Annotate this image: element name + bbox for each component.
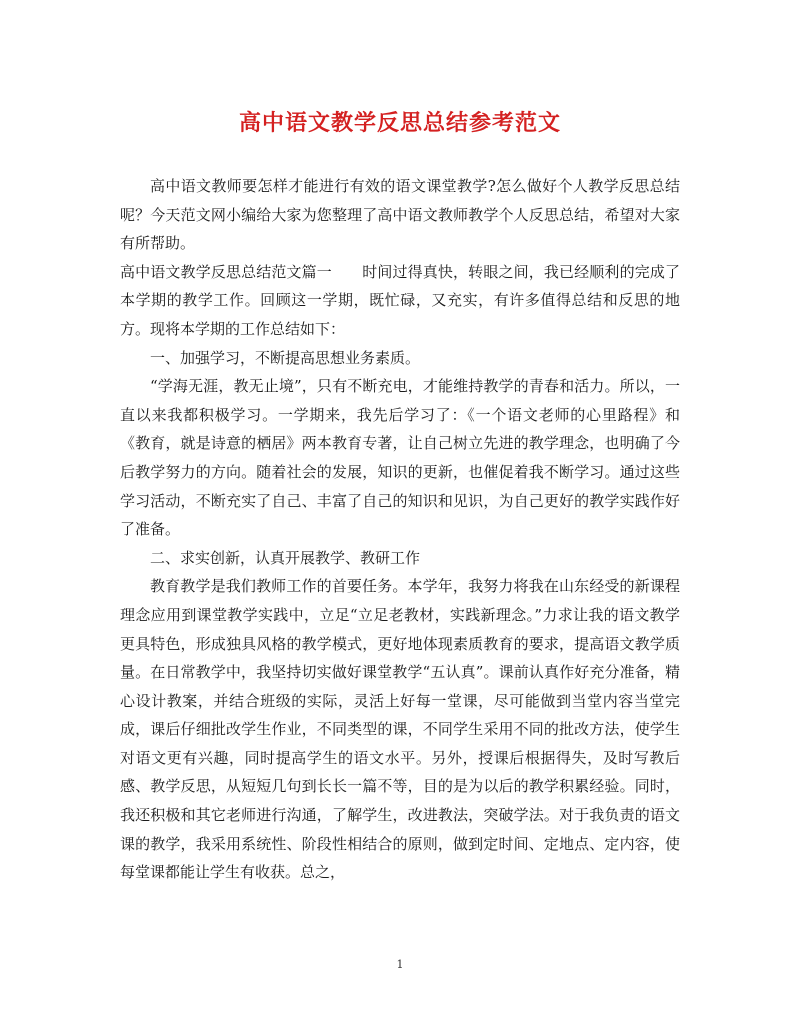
teaching-paragraph: 教育教学是我们教师工作的首要任务。本学年，我努力将我在山东经受的新课程理念应用到课堂教学实践中，立足“立足老教材，实践新理念。”力求让我的语文教学更具特色，形成独具风格的教学模式，更好地体现素质教育的要求，提高语文教学质量。在日常教学中，我坚持切实做好课堂教学“五认真”。课前认真作好充分准备，精心设计教案，并结合班级的实际，灵活上好每一堂课，尽可能做到当堂内容当堂完成，课后仔细批改学生作业，不同类型的课，不同学生采用不同的批改方法，使学生对语文更有兴趣，同时提高学生的语文水平。另外，授课后根据得失，及时写教后感、教学反思，从短短几句到长长一篇不等，目的是为以后的教学积累经验。同时，我还积极和其它老师进行沟通，了解学生，改进教法，突破学法。对于我负责的语文课的教学，我采用系统性、阶段性相结合的原则，做到定时间、定地点、定内容，使每堂课都能让学生有收获。总之， xyxy=(120,577,680,882)
study-paragraph: “学海无涯，教无止境”，只有不断充电，才能维持教学的青春和活力。所以，一直以来我都积极学习。一学期来，我先后学习了：《一个语文老师的心里路程》和《教育，就是诗意的栖居》两本教育专著，让自己树立先进的教学理念，也明确了今后教学努力的方向。随着社会的发展，知识的更新，也催促着我不断学习。通过这些学习活动，不断充实了自己、丰富了自己的知识和见识，为自己更好的教学实践作好了准备。 xyxy=(120,377,680,539)
page-number: 1 xyxy=(396,958,404,971)
section-opening-paragraph: 高中语文教学反思总结范文篇一 时间过得真快，转眼之间，我已经顺利的完成了本学期的教学工作。回顾这一学期，既忙碌，又充实，有许多值得总结和反思的地方。现将本学期的工作总结如下： xyxy=(120,262,680,338)
heading-two: 二、求实创新，认真开展教学、教研工作 xyxy=(150,548,421,567)
document-title: 高中语文教学反思总结参考范文 xyxy=(238,110,561,136)
heading-one: 一、加强学习，不断提高思想业务素质。 xyxy=(150,348,421,367)
intro-paragraph: 高中语文教师要怎样才能进行有效的语文课堂教学?怎么做好个人教学反思总结呢？今天范文网小编给大家为您整理了高中语文教师教学个人反思总结，希望对大家有所帮助。 xyxy=(120,177,680,253)
document-body xyxy=(120,172,680,887)
